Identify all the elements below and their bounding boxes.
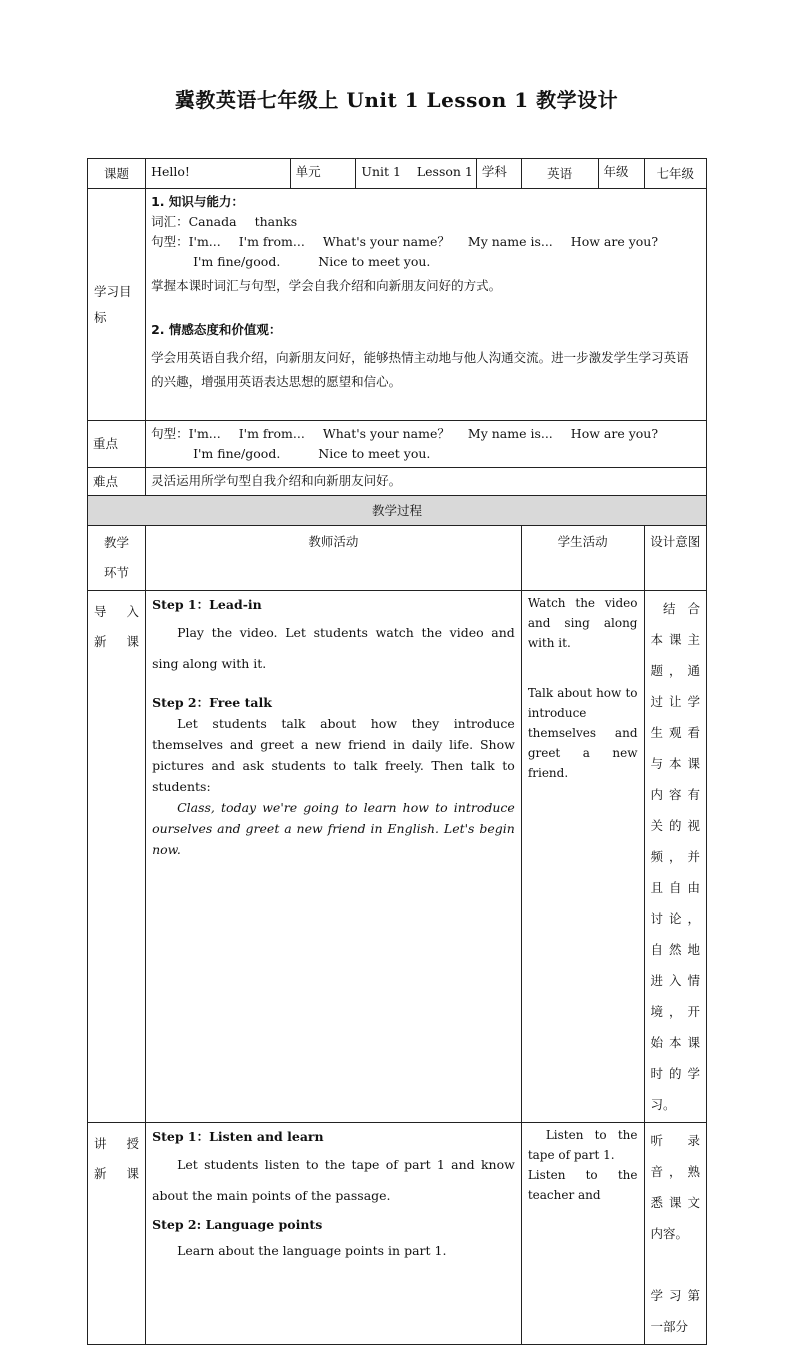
col-stage: 教学环节 [88, 526, 146, 591]
pattern-line: 句型：I'm... I'm from... What's your name？ My name is... How are you? [151, 234, 659, 249]
subject-value: 英语 [521, 159, 598, 189]
difficulty-text: 灵活运用所学句型自我介绍和向新朋友问好。 [146, 468, 707, 496]
grade-label: 年级 [598, 159, 644, 189]
step-title: Step 1：Listen and learn [152, 1129, 324, 1144]
step-quote: Class, today we're going to learn how to introduce ourselves and greet a new friend in English. Let's begin now. [152, 800, 515, 857]
goals-label: 学习目标 [88, 189, 146, 421]
knowledge-desc: 掌握本课时词汇与句型，学会自我介绍和向新朋友问好的方式。 [151, 278, 502, 293]
col-intent: 设计意图 [644, 526, 707, 591]
process-header-row [88, 526, 707, 591]
unit-label: 单元 [290, 159, 356, 189]
intent-cell: 结合本课主题，通过让学生观看与本课内容有关的视频，并且自由讨论，自然地进入情境，开始本课时的学习。 [644, 591, 707, 1123]
lesson-label: 课题 [88, 159, 146, 189]
key-label: 重点 [88, 421, 146, 468]
student-cell: Watch the video and sing along with it. Talk about how to introduce themselves and greet a new friend. [521, 591, 644, 1123]
difficulty-label: 难点 [88, 468, 146, 496]
difficulty-row [88, 468, 707, 496]
process-row [88, 591, 707, 1123]
col-student: 学生活动 [521, 526, 644, 591]
step-title: Step 1：Lead-in [152, 597, 262, 612]
process-title-row [88, 496, 707, 526]
pattern-line-2: I'm fine/good. Nice to meet you. [193, 254, 431, 269]
process-title: 教学过程 [88, 496, 707, 526]
process-row [88, 1123, 707, 1345]
step-text: Let students listen to the tape of part 1 and know about the main points of the passage. [152, 1157, 515, 1203]
key-row [88, 421, 707, 468]
student-cell: Listen to the tape of part 1. Listen to the teacher and [521, 1123, 644, 1345]
stage-cell: 导 入 新课 [88, 591, 146, 1123]
vocab-item: thanks [254, 214, 298, 229]
vocab-item: Canada [188, 214, 237, 229]
attitude-desc: 学会用英语自我介绍，向新朋友问好，能够热情主动地与他人沟通交流。进一步激发学生学习英语的兴趣，增强用英语表达思想的愿望和信心。 [151, 350, 689, 389]
lesson-value: Hello! [146, 159, 291, 189]
step-text: Let students talk about how they introduce themselves and greet a new friend in daily life. Show pictures and ask students to talk freely. Then talk to students: [152, 716, 515, 794]
grade-value: 七年级 [644, 159, 707, 189]
goals-row [88, 189, 707, 421]
document-title: 冀教英语七年级上 Unit 1 Lesson 1 教学设计 [174, 88, 619, 112]
col-teacher: 教师活动 [146, 526, 522, 591]
stage-cell: 讲 授 新课 [88, 1123, 146, 1345]
subject-label: 学科 [476, 159, 521, 189]
key-content: 句型：I'm... I'm from... What's your name？ My name is... How are you? I'm fine/good. Nice to meet you. [146, 421, 707, 468]
goals-content [146, 189, 707, 421]
vocab-line: 词汇：Canada thanks [151, 212, 701, 232]
header-row [88, 159, 707, 189]
teacher-cell [146, 1123, 522, 1345]
step-title: Step 2：Free talk [152, 695, 272, 710]
knowledge-title: 1. 知识与能力： [151, 194, 244, 209]
attitude-title: 2. 情感态度和价值观： [151, 322, 282, 337]
intent-cell: 听录音，熟悉课文内容。 学习第一部分 [644, 1123, 707, 1345]
step-title: Step 2: Language points [152, 1217, 323, 1232]
unit-value: Unit 1 Lesson 1 [356, 159, 477, 189]
lesson-plan-table [87, 158, 707, 1345]
step-text: Learn about the language points in part 1. [177, 1243, 447, 1258]
teacher-cell [146, 591, 522, 1123]
step-text: Play the video. Let students watch the video and sing along with it. [152, 625, 515, 671]
